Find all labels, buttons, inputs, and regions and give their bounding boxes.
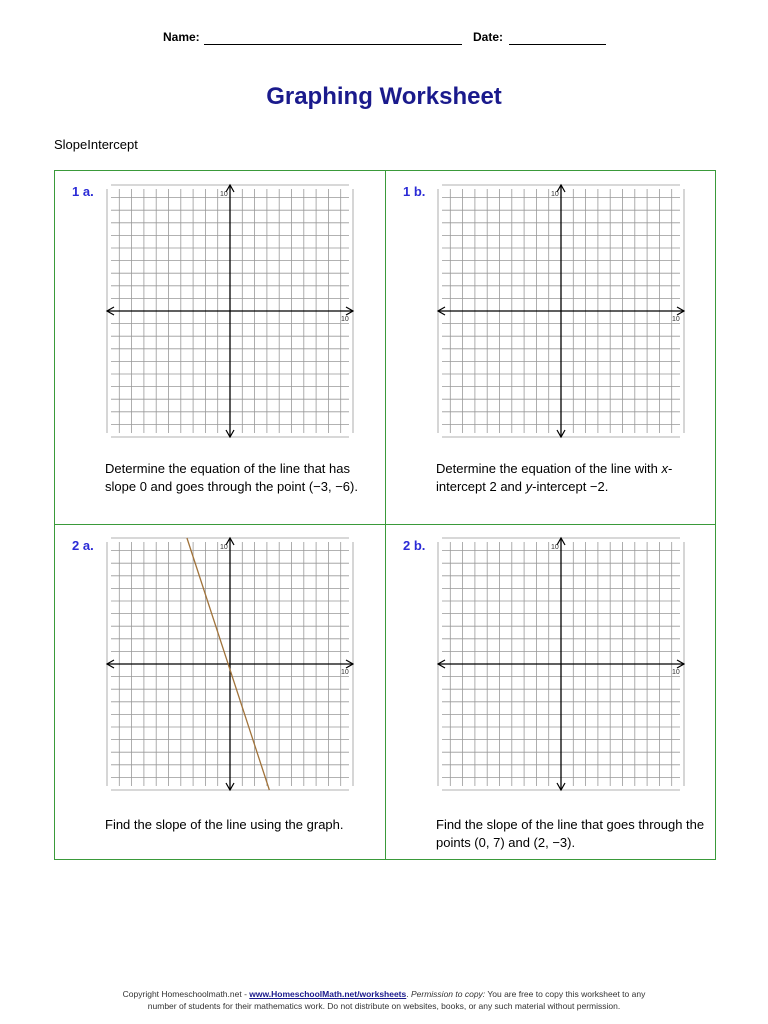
name-label: Name: — [163, 30, 200, 44]
problem-2a-label: 2 a. — [72, 538, 94, 553]
x-axis-tick-label: 10 — [672, 669, 680, 676]
date-label: Date: — [473, 30, 504, 44]
y-axis-tick-label: 10 — [220, 544, 228, 551]
problem-1b-text-part: -intercept −2. — [532, 479, 609, 494]
problem-1b-text — [436, 460, 706, 496]
footer-line-2: number of students for their mathematics work. Do not distribute on websites, books, or any such material without permission. — [147, 1001, 621, 1011]
permission-text: You are free to copy this worksheet to any — [485, 989, 646, 999]
coordinate-plane-1a[interactable] — [105, 181, 355, 441]
problems-box — [54, 170, 716, 860]
y-axis-tick-label: 10 — [220, 191, 228, 198]
vertical-divider — [385, 171, 386, 859]
permission-label: Permission to copy: — [410, 989, 486, 999]
worksheets-link[interactable]: www.HomeschoolMath.net/worksheets — [249, 989, 407, 999]
variable-x: x — [661, 461, 668, 476]
problem-1a-label: 1 a. — [72, 184, 94, 199]
problem-1b-text-part: Determine the equation of the line with — [436, 461, 662, 476]
coordinate-plane-2b[interactable] — [436, 534, 686, 794]
horizontal-divider — [55, 524, 715, 525]
x-axis-tick-label: 10 — [341, 316, 349, 323]
coordinate-plane-1b[interactable] — [436, 181, 686, 441]
coordinate-plane-2a[interactable] — [105, 534, 355, 794]
problem-1b-text-part: -intercept 2 and — [436, 461, 673, 494]
y-axis-tick-label: 10 — [551, 544, 559, 551]
x-axis-tick-label: 10 — [341, 669, 349, 676]
problem-1b-label: 1 b. — [403, 184, 426, 199]
variable-y: y — [525, 479, 533, 494]
problem-1a-text: Determine the equation of the line that has slope 0 and goes through the point (−3, −6). — [105, 461, 358, 494]
problem-2b-text: Find the slope of the line that goes through the points (0, 7) and (2, −3). — [436, 817, 705, 850]
header-row — [0, 30, 768, 48]
y-axis-tick-label: 10 — [551, 191, 559, 198]
worksheet-topic: SlopeIntercept — [54, 137, 138, 152]
date-field[interactable] — [509, 44, 606, 45]
copyright-text: Copyright Homeschoolmath.net - — [122, 989, 250, 999]
problem-2b-label: 2 b. — [403, 538, 426, 553]
x-axis-tick-label: 10 — [672, 316, 680, 323]
page-title: Graphing Worksheet — [266, 83, 502, 110]
footer: Copyright Homeschoolmath.net - www.HomeschoolMath.net/worksheets. Permission to copy: You are free to copy this worksheet to any number of students for their mathematics work. Do not distribute on websites, books, or any such material without permission. — [122, 989, 646, 1011]
name-field[interactable] — [204, 44, 462, 45]
problem-2a-text: Find the slope of the line using the graph. — [105, 817, 344, 832]
